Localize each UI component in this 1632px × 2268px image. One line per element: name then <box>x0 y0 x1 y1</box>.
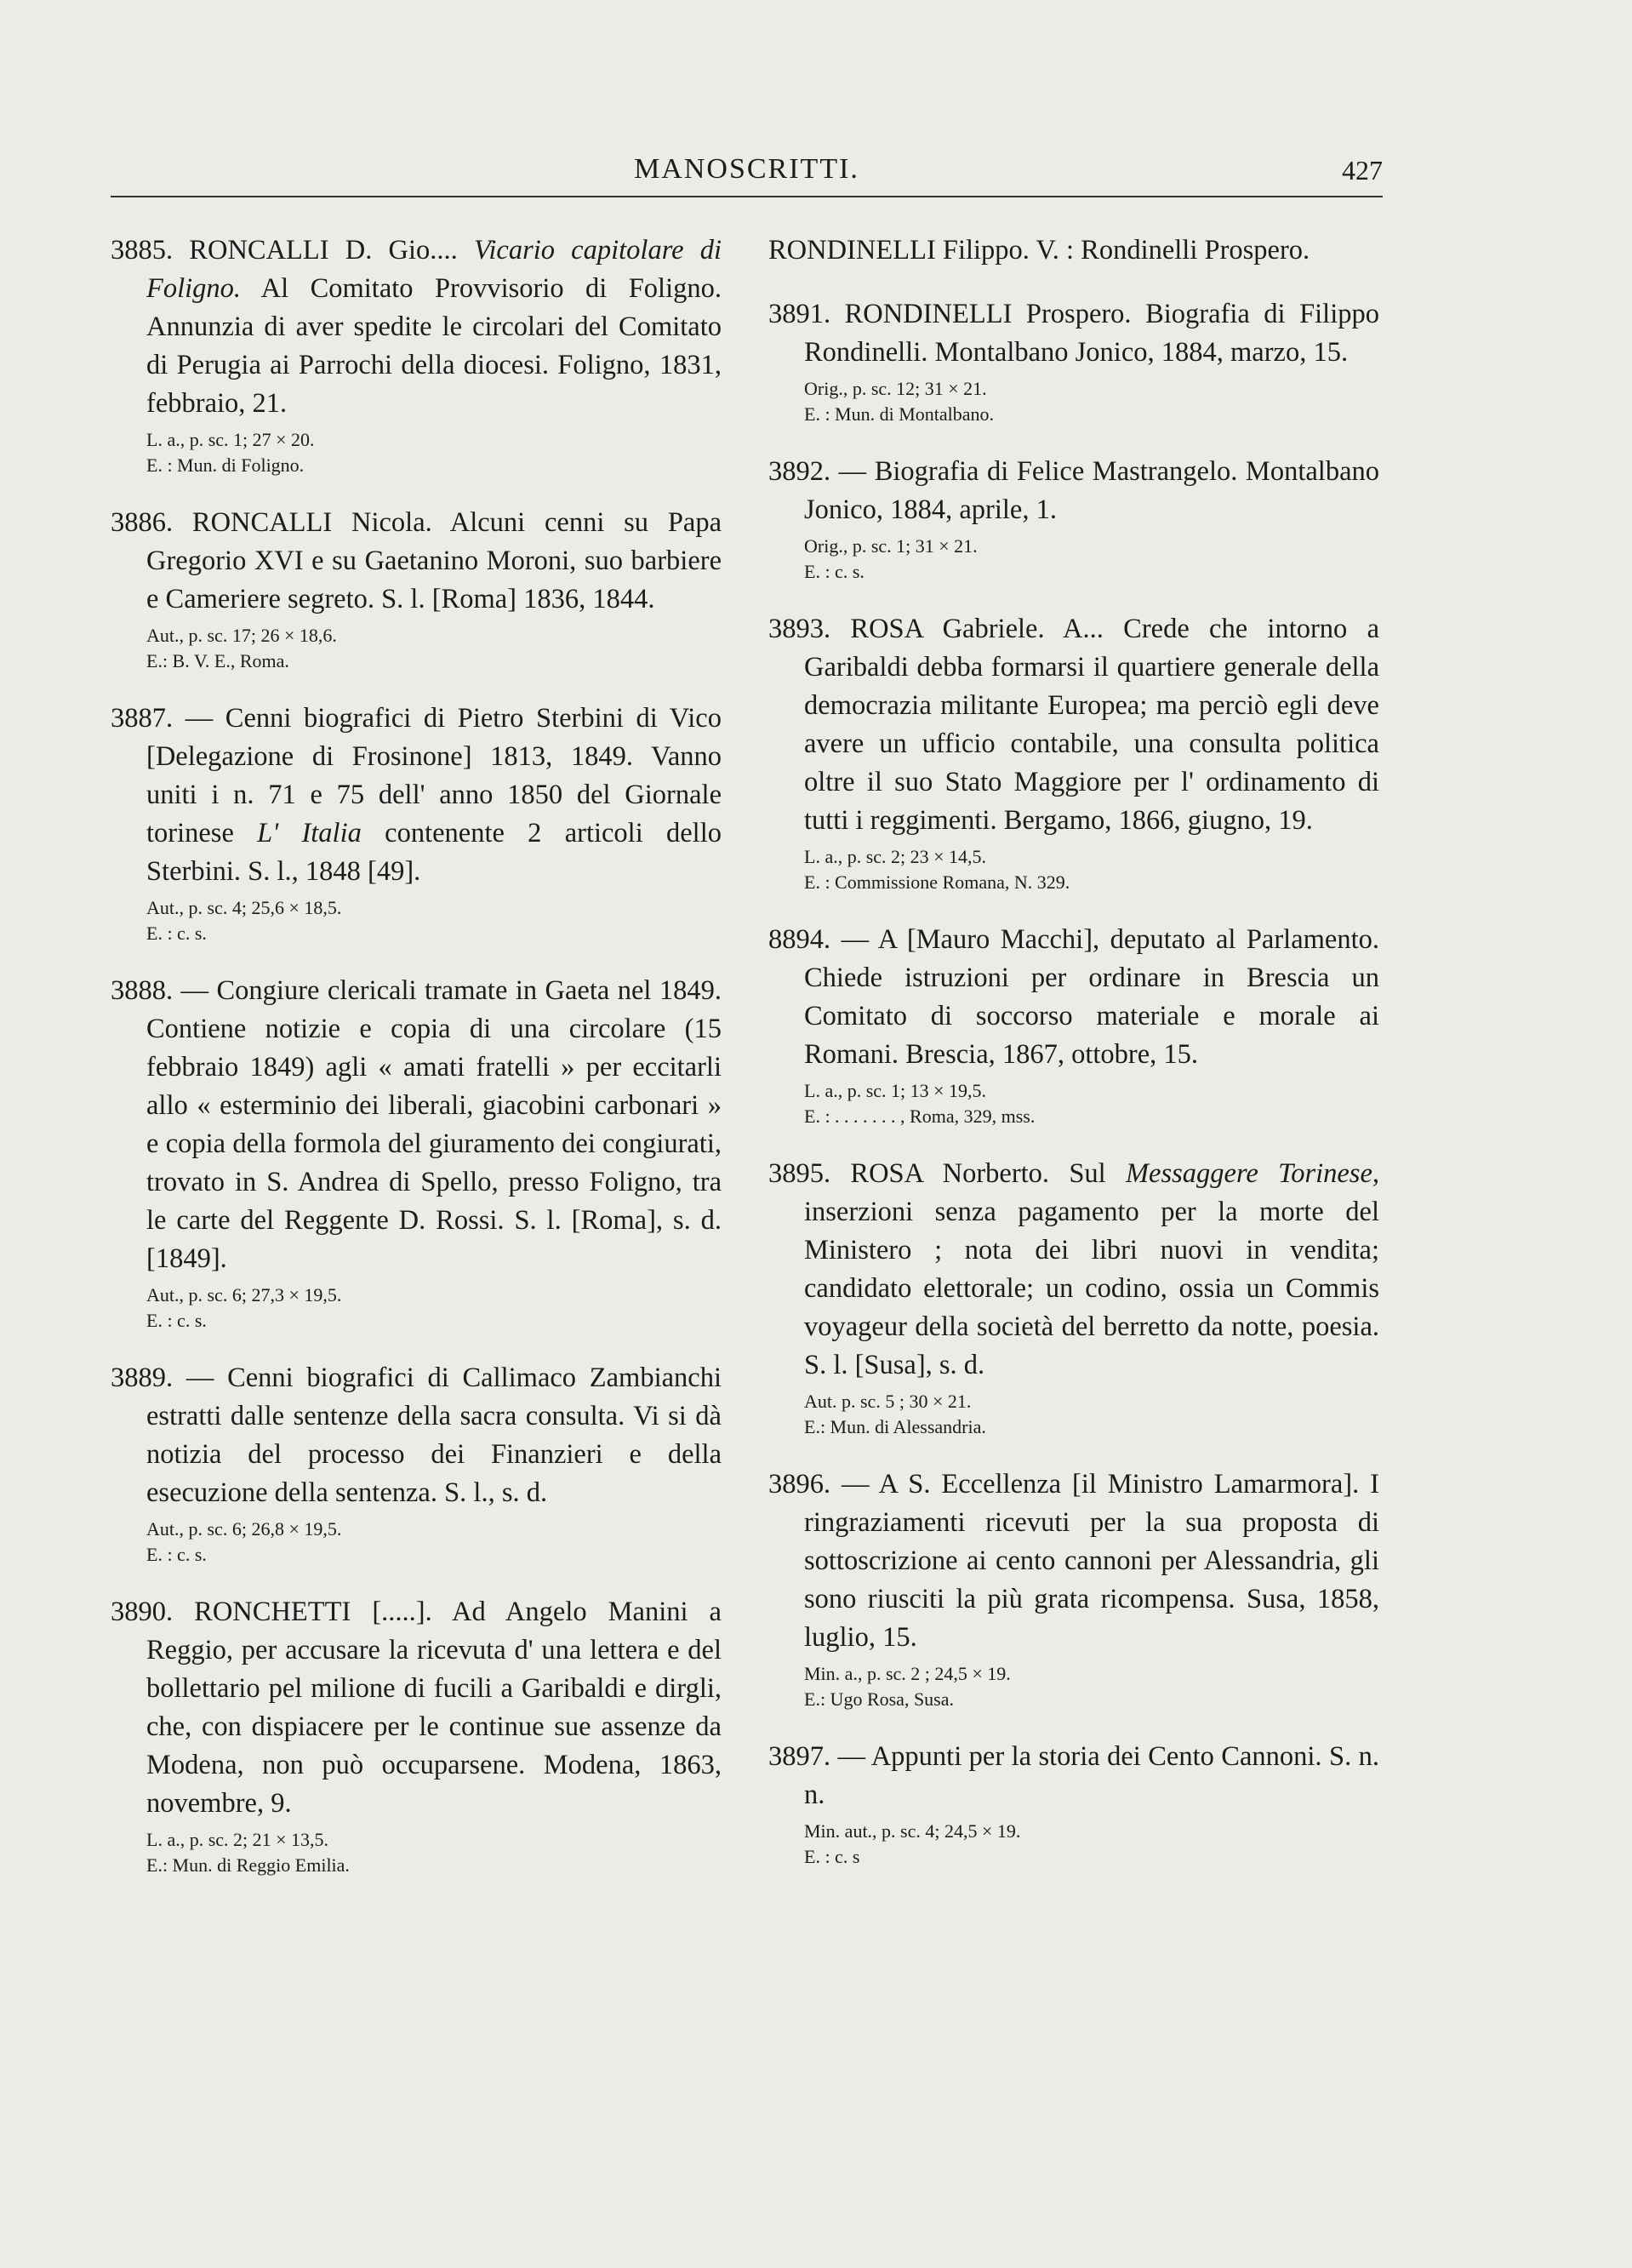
meta-line: Min. a., p. sc. 2 ; 24,5 × 19. <box>804 1663 1011 1684</box>
catalog-entry <box>768 295 1379 427</box>
catalog-entry <box>768 921 1379 1129</box>
page-number: 427 <box>1342 155 1383 186</box>
catalog-entry <box>111 700 722 946</box>
meta-line: Orig., p. sc. 1; 31 × 21. <box>804 535 978 557</box>
catalog-entry <box>111 972 722 1334</box>
meta-line: Aut., p. sc. 17; 26 × 18,6. <box>146 625 337 646</box>
entry-text: RONDINELLI Filippo. V. : Rondinelli Prospero. <box>768 235 1310 266</box>
meta-line: E. : Mun. di Foligno. <box>146 454 305 476</box>
meta-line: Aut. p. sc. 5 ; 30 × 21. <box>804 1391 972 1412</box>
entry-text: 8894. — A [Mauro Macchi], deputato al Parlamento. Chiede istruzioni per ordinare in Brescia un Comitato di soccorso materiale e morale ai Romani. Brescia, 1867, ottobre, 15. <box>768 924 1379 1070</box>
meta-line: E. : Mun. di Montalbano. <box>804 403 995 425</box>
meta-line: L. a., p. sc. 2; 23 × 14,5. <box>804 846 987 867</box>
entry-text: 3885. RONCALLI D. Gio.... Vicario capitolare di Foligno. Al Comitato Provvisorio di Foligno. Annunzia di aver spedite le circolari del Comitato di Perugia ai Parrochi della diocesi. Foligno, 1831, febbraio, 21. <box>111 235 722 419</box>
catalog-entry <box>111 1593 722 1878</box>
right-column <box>768 231 1379 1895</box>
entry-text: 3888. — Congiure clericali tramate in Gaeta nel 1849. Contiene notizie e copia di una circolare (15 febbraio 1849) agli « amati fratelli » per eccitarli allo « esterminio dei liberali, giacobini carbonari » e copia della formola del giuramento dei congiurati, trovato in S. Andrea di Spello, presso Foligno, tra le carte del Reggente D. Rossi. S. l. [Roma], s. d. [1849]. <box>111 975 722 1274</box>
meta-line: E.: Mun. di Alessandria. <box>804 1416 986 1437</box>
meta-line: E. : c. s. <box>146 923 207 944</box>
meta-line: E.: Ugo Rosa, Susa. <box>804 1688 954 1710</box>
running-title: MANOSCRITTI. <box>634 153 859 185</box>
entry-meta <box>768 1078 1379 1129</box>
meta-line: Min. aut., p. sc. 4; 24,5 × 19. <box>804 1820 1021 1842</box>
entry-meta <box>111 895 722 946</box>
entry-text: 3891. RONDINELLI Prospero. Biografia di Filippo Rondinelli. Montalbano Jonico, 1884, marzo, 15. <box>768 299 1379 368</box>
entry-text: 3893. ROSA Gabriele. A... Crede che intorno a Garibaldi debba formarsi il quartiere generale della democrazia militante Europea; ma perciò egli deve avere un ufficio contabile, una consulta politica oltre il suo Stato Maggiore per l' ordinamento di tutti i reggimenti. Bergamo, 1866, giugno, 19. <box>768 614 1379 836</box>
catalog-entry <box>768 1155 1379 1440</box>
meta-line: E. : c. s <box>804 1846 860 1867</box>
meta-line: L. a., p. sc. 1; 27 × 20. <box>146 429 315 450</box>
meta-line: Aut., p. sc. 6; 26,8 × 19,5. <box>146 1518 342 1540</box>
meta-line: Aut., p. sc. 6; 27,3 × 19,5. <box>146 1284 342 1305</box>
entry-meta <box>111 1517 722 1568</box>
meta-line: E. : . . . . . . . , Roma, 329, mss. <box>804 1105 1036 1127</box>
entry-meta <box>768 1819 1379 1870</box>
meta-line: L. a., p. sc. 2; 21 × 13,5. <box>146 1829 329 1850</box>
catalog-entry <box>111 231 722 478</box>
meta-line: Aut., p. sc. 4; 25,6 × 18,5. <box>146 897 342 918</box>
entry-text: 3897. — Appunti per la storia dei Cento Cannoni. S. n. n. <box>768 1741 1379 1810</box>
entry-text: 3886. RONCALLI Nicola. Alcuni cenni su Papa Gregorio XVI e su Gaetanino Moroni, suo barbiere e Cameriere segreto. S. l. [Roma] 1836, 1844. <box>111 507 722 614</box>
meta-line: Orig., p. sc. 12; 31 × 21. <box>804 378 987 399</box>
entry-text: 3889. — Cenni biografici di Callimaco Zambianchi estratti dalle sentenze della sacra consulta. Vi si dà notizia del processo dei Finanzieri e della esecuzione della sentenza. S. l., s. d. <box>111 1363 722 1508</box>
entry-meta <box>768 534 1379 585</box>
meta-line: L. a., p. sc. 1; 13 × 19,5. <box>804 1080 987 1101</box>
meta-line: E.: Mun. di Reggio Emilia. <box>146 1854 350 1876</box>
catalog-entry <box>768 1465 1379 1712</box>
meta-line: E. : c. s. <box>804 561 865 582</box>
catalog-entry <box>111 1359 722 1568</box>
page-header <box>111 143 1383 194</box>
entry-meta <box>768 376 1379 427</box>
meta-line: E. : c. s. <box>146 1310 207 1331</box>
entry-meta <box>111 623 722 674</box>
entry-meta <box>111 1827 722 1878</box>
entry-text: 3887. — Cenni biografici di Pietro Sterbini di Vico [Delegazione di Frosinone] 1813, 1849. Vanno uniti i n. 71 e 75 dell' anno 1850 del Giornale torinese L' Italia contenente 2 articoli dello Sterbini. S. l., 1848 [49]. <box>111 703 722 887</box>
header-rule <box>111 196 1383 197</box>
entry-meta <box>111 427 722 478</box>
meta-line: E. : c. s. <box>146 1544 207 1565</box>
entry-meta <box>768 1661 1379 1712</box>
entry-text: 3896. — A S. Eccellenza [il Ministro Lamarmora]. I ringraziamenti ricevuti per la sua proposta di sottoscrizione ai cento cannoni per Alessandria, gli sono riusciti la più grata ricompensa. Susa, 1858, luglio, 15. <box>768 1469 1379 1653</box>
entry-text: 3890. RONCHETTI [.....]. Ad Angelo Manini a Reggio, per accusare la ricevuta d' una lettera e del bollettario pel milione di fucili a Garibaldi e dirgli, che, con dispiacere per le continue sue assenze da Modena, non può occuparsene. Modena, 1863, novembre, 9. <box>111 1597 722 1819</box>
entry-meta <box>768 844 1379 895</box>
meta-line: E. : Commissione Romana, N. 329. <box>804 871 1070 893</box>
catalog-entry <box>768 231 1379 270</box>
entry-text: 3895. ROSA Norberto. Sul Messaggere Torinese, inserzioni senza pagamento per la morte del Ministero ; nota dei libri nuovi in vendita; candidato elettorale; un codino, ossia un Commis voyageur della società del berretto da notte, poesia. S. l. [Susa], s. d. <box>768 1158 1379 1380</box>
entry-meta <box>768 1389 1379 1440</box>
entry-text: 3892. — Biografia di Felice Mastrangelo. Montalbano Jonico, 1884, aprile, 1. <box>768 456 1379 525</box>
catalog-entry <box>111 504 722 674</box>
catalog-entry <box>768 1738 1379 1870</box>
catalog-entry <box>768 453 1379 585</box>
catalog-entry <box>768 610 1379 895</box>
meta-line: E.: B. V. E., Roma. <box>146 650 289 671</box>
left-column <box>111 231 722 1904</box>
entry-meta <box>111 1283 722 1334</box>
